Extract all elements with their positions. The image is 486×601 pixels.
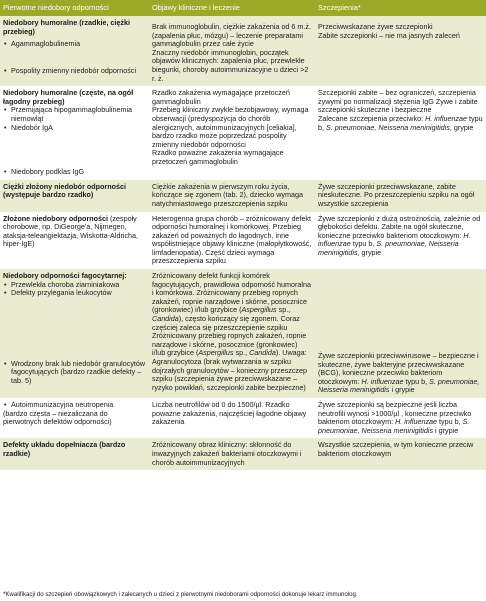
section-heading (3, 215, 146, 249)
text-part: ), często kończący się zgonem. Coraz częściej zaleca się przeszczepienie szpiku (152, 314, 300, 332)
text-part: Żywe szczepionki przeciwwirusowe – bezpieczne i skuteczne, żywe bakteryjne przeciwwskazane (BCG), konieczne przeciwko bakteriom otoczkowym: (318, 351, 479, 386)
table-cell-col3 (315, 86, 486, 180)
table-row (0, 180, 486, 212)
bullet-item: • Defekty przylegania leukocytów (3, 289, 146, 298)
cell-text: Rzadko poważne zakażenia wymagające przetoczeń gammaglobulin (152, 148, 284, 166)
cell-text: Wszystkie szczepienia, w tym konieczne przeciw bakteriom otoczkowym (318, 440, 474, 458)
italic-term: S. pneumoniae, Neisseria meninigitidis (318, 239, 459, 257)
table-row (0, 269, 486, 398)
bullet-item: • Niedobory podklas IgG (3, 168, 146, 177)
text-part: typu b, (350, 239, 377, 249)
italic-term: S. pneumoniae, Neisseria meninigitidis (326, 122, 450, 132)
spacer (3, 49, 146, 67)
cell-text (318, 215, 483, 258)
italic-term: H. influenzae (425, 113, 468, 123)
table-cell-col2 (149, 398, 315, 438)
spacer (3, 298, 146, 316)
text-part: i grypie (389, 385, 415, 395)
cell-text: Żywe szczepionki przeciwwskazane, zabite nieskuteczne. Po przeszczepieniu szpiku na ogół wszystkie szczepienia (318, 181, 475, 208)
italic-term: H. influenzae (395, 417, 438, 427)
cell-text: Heterogenna grupa chorób – zróżnicowany defekt odporności humoralnej i komórkowej. Przebieg zakażeń od poważnych do łagodnych, inne współistniejące objawy kliniczne (małopłytkowość, limfadenopatia). Część dzieci wymaga przeszczepienia szpiku (152, 213, 312, 266)
cell-text: Przebieg kliniczny zwykle bezobjawowy, wymaga obserwacji (predyspozycja do chorób alergicznych, autoimmunizacyjnych [celiakia], bardzo rzadko może poprzedzać pospolity zmienny niedobór odporności (152, 105, 309, 149)
cell-text: Zróżnicowany obraz kliniczny: skłonność do inwazyjnych zakażeń bakteriami otoczkowymi i chorób autoimmunizacyjnych (152, 440, 302, 467)
text-part: i grypie (433, 425, 459, 435)
text-part: typu b, (437, 417, 463, 427)
italic-term: S. pneumoniae, Neisseria meninigitidis (318, 417, 470, 435)
cell-text (152, 332, 312, 392)
cell-text: Liczba neutrofilów od 0 do 1500/µl. Rzadko poważne zakażenia, najczęściej łagodne objawy zakażenia (152, 400, 307, 427)
cell-text: Rzadko zakażenia wymagające przetoczeń gammaglobulin (152, 88, 290, 106)
italic-term: H. influenzae (318, 230, 471, 249)
cell-text (318, 401, 483, 435)
section-heading: Defekty układu dopełniacza (bardzo rzadkie) (3, 440, 126, 458)
italic-term: Candida (249, 348, 276, 358)
italic-term: Candida (152, 314, 179, 324)
spacer (3, 132, 146, 150)
bullet-item: • Pospolity zmienny niedobór odporności (3, 67, 146, 76)
table-cell-col2 (149, 86, 315, 180)
table-cell-col3 (315, 180, 486, 212)
table-cell-col3 (315, 16, 486, 86)
table-row (0, 438, 486, 470)
table-cell-col2 (149, 180, 315, 212)
spacer (318, 326, 483, 344)
section-heading: Niedobory odporności fagocytarnej: (3, 271, 127, 281)
header-col-2: Objawy kliniczne i leczenie (149, 0, 315, 16)
text-part: , grypie (449, 122, 474, 132)
spacer (318, 290, 483, 308)
text-part: Żywe szczepionki z dużą ostrożnością, zależnie od głębokości defektu. Zabite na ogół skuteczne, konieczne przeciwko bakteriom otoczkowym: (318, 213, 481, 240)
footnote: *Kwalifikacji do szczepień obowiązkowych i zalecanych u dzieci z pierwotnymi niedoborami odporności dokonuje lekarz immunolog. (3, 591, 358, 598)
bullet-item: • Niedobór IgA (3, 124, 146, 133)
section-heading: Niedobory humoralne (rzadkie, ciężki przebieg) (3, 18, 131, 36)
italic-term: S. pneumoniae, Neisseria meninigitidis (318, 376, 480, 395)
cell-text: Brak immunoglobulin, ciężkie zakażenia od 6 m.ż. (zapalenia płuc, mózgu) – leczenie preparatami gammaglobulin przez całe życie (152, 22, 311, 49)
table-cell-col2 (149, 438, 315, 470)
table-cell-col1 (0, 438, 149, 470)
section-heading-bold: Złożone niedobory odporności (3, 213, 109, 223)
cell-text: Zabite szczepionki – nie ma jasnych zaleceń (318, 30, 460, 40)
table-cell-col1 (0, 269, 149, 398)
text-part: , grypie (357, 247, 382, 257)
cell-text: Znaczny niedobór immunoglobin, początek objawów klinicznych: zapalenia płuc, przewlekłe biegunki, choroby autoimmunizacyjne u dzieci >2 r. ż. (152, 47, 309, 83)
table-cell-col1 (0, 86, 149, 180)
section-heading: Niedobory humoralne (częste, na ogół łagodny przebieg) (3, 88, 134, 106)
header-col-1: Pierwotne niedobory odporności (0, 0, 149, 16)
text-part: Żywe szczepionki są bezpieczne jeśli liczba neutrofili wynosi >1000/µl , konieczne przeciwko bakteriom otoczkowym: (318, 400, 472, 427)
cell-text: (bardzo częsta – niezaliczana do pierwotnych defektów odporności) (3, 408, 112, 427)
spacer (3, 334, 146, 352)
cell-text: Przeciwwskazane żywe szczepionki (318, 22, 433, 31)
header-col-3: Szczepienia* (315, 0, 486, 16)
spacer (3, 150, 146, 168)
table-row (0, 398, 486, 438)
table-row (0, 16, 486, 86)
bullet-item: • Agammaglobulinemia (3, 40, 146, 49)
cell-text (318, 352, 483, 395)
spacer (3, 316, 146, 334)
spacer (318, 272, 483, 290)
table-cell-col3 (315, 438, 486, 470)
section-heading-rest: (zespoły chorobowe, np. DiGeorge'a, Nijmegen, ataksja-teleangiektazja, Wiskotta-Aldricha, hiper-IgE) (3, 213, 139, 249)
cell-text: Szczepionki zabite – bez ograniczeń, szczepienia żywymi po normalizacji stężenia IgG Żywe i zabite szczepionki skuteczne i bezpieczne (318, 88, 478, 115)
text-part: sp., (233, 348, 250, 358)
cell-text: Ciężkie zakażenia w pierwszym roku życia, kończące się zgonem (tab. 2), dziecko wymaga natychmiastowego przeszczepienia szpiku (152, 181, 304, 208)
text-part: Zróżnicowany defekt funkcji komórek fagocytujących, prawidłowa odporność humoralna i komórkowa. Zróżnicowany przebieg ropnych zakażeń, ropnie narządowe i skórne, posocznice (gronkowiec) i/lub grzybice ( (152, 271, 312, 315)
table-cell-col3 (315, 398, 486, 438)
bullet-item: • Wrodzony brak lub niedobór granulocytów fagocytujących (bardzo rzadkie defekty – tab. 5) (3, 360, 146, 386)
italic-term: H. influenzae (361, 376, 404, 386)
text-part: typu b, (403, 376, 430, 386)
table-cell-col2 (149, 212, 315, 270)
table-cell-col1 (0, 398, 149, 438)
table-cell-col3 (315, 212, 486, 270)
section-heading: Ciężki złożony niedobór odporności (występuje bardzo rzadko) (3, 181, 126, 200)
text-part: Zalecane szczepienia przeciwko: (318, 113, 426, 123)
table-row (0, 86, 486, 180)
table-cell-col1 (0, 180, 149, 212)
bullet-item: • Przemijająca hipogammaglobulinemia niemowląt (3, 106, 146, 123)
text-part: ). Uwaga: Agranulocytoza (brak wytwarzania w szpiku dojrzałych granulocytów – konieczny przeszczep szpiku (szczepienia żywe przeciwwskazane – ryzyko powikłań, szczepionki zabite bezpieczne) (152, 348, 308, 392)
bullet-item: • Autoimmunizacyjna neutropenia (3, 401, 146, 410)
table-row (0, 212, 486, 270)
table-cell-col2 (149, 16, 315, 86)
text-part: Zróżnicowany przebieg ropnych zakażeń, ropnie narządowe i skórne, posocznice (gronkowiec) i/lub grzybice ( (152, 331, 307, 358)
text-part: typu b, (318, 113, 483, 132)
italic-term: Aspergillus (198, 348, 234, 358)
text-part: sp., (276, 305, 291, 315)
italic-term: Aspergillus (241, 305, 277, 315)
spacer (318, 308, 483, 326)
table-cell-col1 (0, 16, 149, 86)
table-cell-col1 (0, 212, 149, 270)
cell-text (318, 115, 483, 132)
table-cell-col2 (149, 269, 315, 398)
table-header-row (0, 0, 486, 16)
bullet-item: • Przewlekła choroba ziarniniakowa (3, 281, 146, 290)
table-cell-col3 (315, 269, 486, 398)
cell-text (152, 272, 312, 332)
